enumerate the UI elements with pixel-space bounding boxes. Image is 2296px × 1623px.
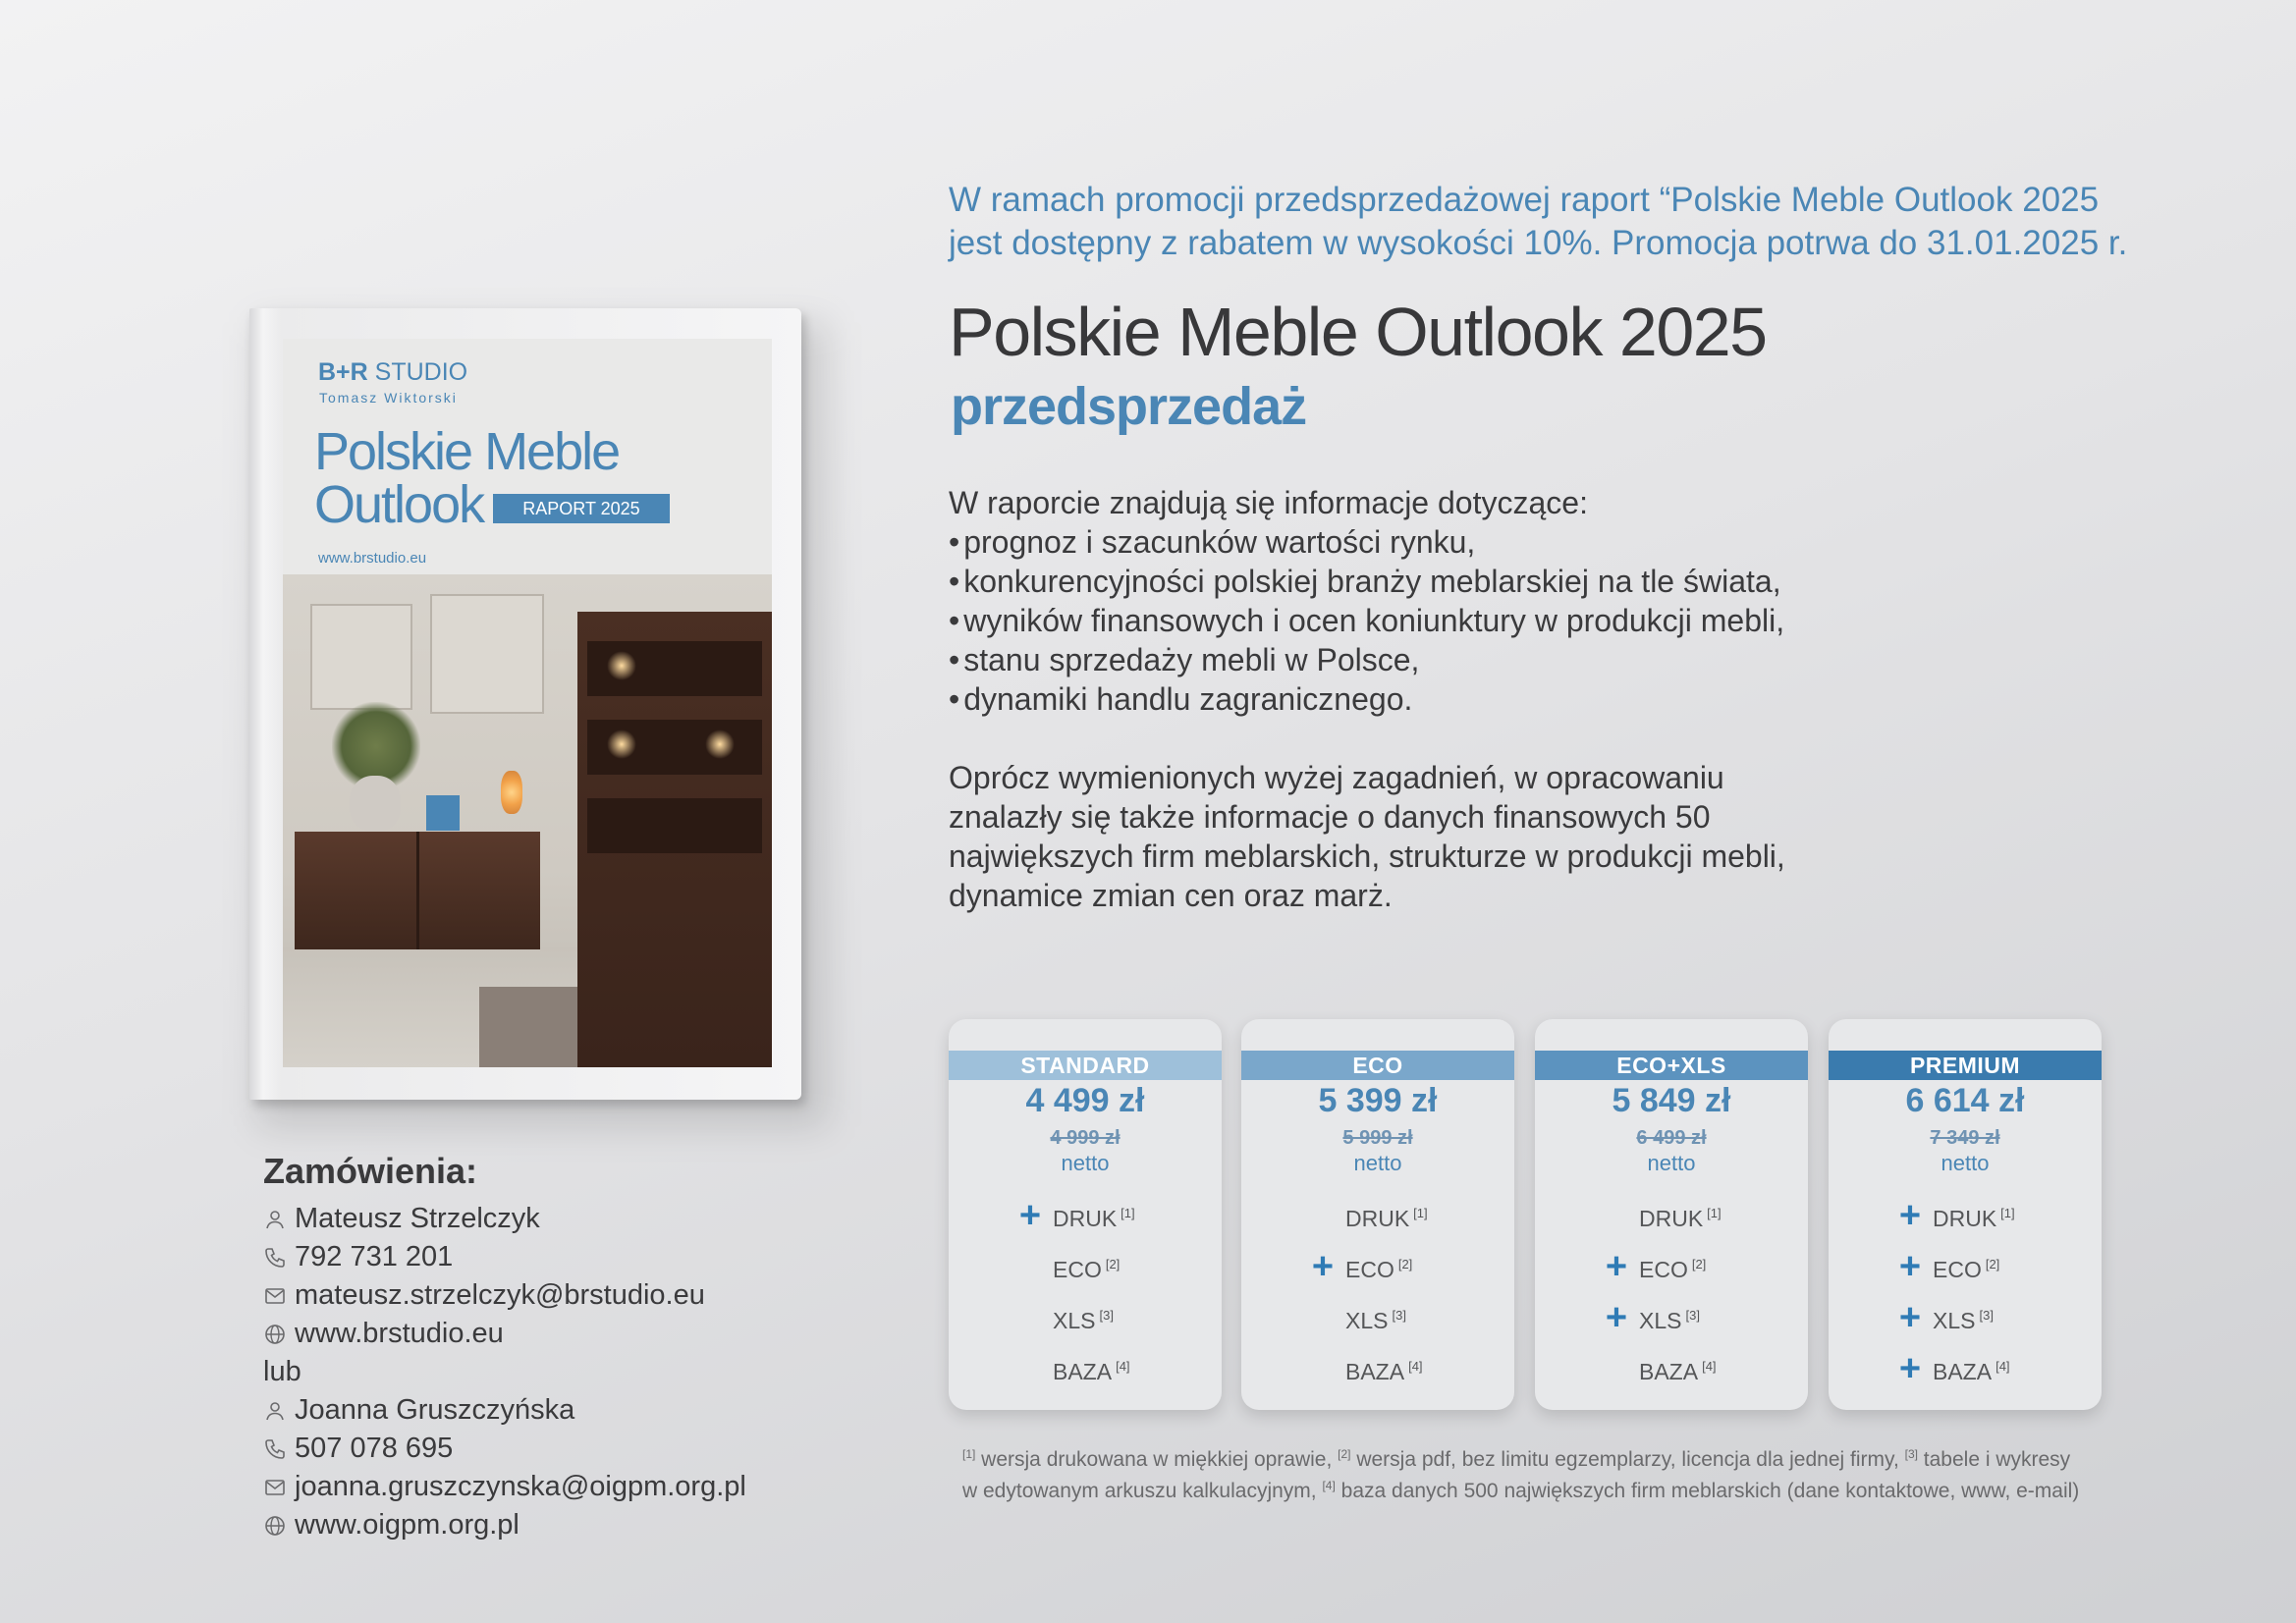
contact-website[interactable] (263, 1506, 813, 1544)
card-old-price: 4 999 zł (1050, 1127, 1121, 1149)
description-line: największych firm meblarskich, strukturze w produkcji mebli, (949, 839, 1785, 874)
cover-badge: RAPORT 2025 (493, 494, 670, 523)
cover-photo-interior (283, 574, 772, 1067)
card-name: ECO+XLS (1535, 1051, 1808, 1080)
feature-label: ECO (1345, 1257, 1394, 1282)
contact-email-text: mateusz.strzelczyk@brstudio.eu (295, 1279, 705, 1311)
feature-note: [4] (1995, 1359, 2010, 1375)
card-old-price: 6 499 zł (1636, 1127, 1707, 1149)
footnote-text: w edytowanym arkuszu kalkulacyjnym, (962, 1480, 1323, 1502)
plus-icon (1310, 1204, 1336, 1229)
card-netto: netto (1941, 1151, 1990, 1175)
feature-eco (1535, 1246, 1808, 1287)
footnote-text: tabele i wykresy (1917, 1448, 2071, 1471)
topics-list (949, 483, 1931, 719)
topic-item: • dynamiki handlu zagranicznego. (949, 679, 1931, 719)
footnote-text: baza danych 500 największych firm meblarskich (dane kontaktowe, www, e-mail) (1335, 1480, 2080, 1502)
plus-icon (1017, 1255, 1043, 1280)
person-icon (263, 1399, 287, 1423)
page-subtitle: przedsprzedaż (951, 377, 1307, 436)
footnote-marker: [2] (1338, 1447, 1351, 1461)
footnote-line-1 (962, 1441, 2121, 1473)
footnote-text: wersja pdf, bez limitu egzemplarzy, licencja dla jednej firmy, (1350, 1448, 1905, 1471)
contact-name-text: Mateusz Strzelczyk (295, 1203, 540, 1234)
topics-lead: W raporcie znajdują się informacje dotyczące: (949, 485, 1588, 520)
report-cover (283, 339, 772, 1067)
cabinet-light (705, 730, 735, 759)
contact-website-text: www.oigpm.org.pl (295, 1509, 519, 1541)
footnotes (962, 1441, 2121, 1504)
cover-brand-bold: B+R (318, 358, 368, 386)
feature-label: DRUK (1933, 1206, 1997, 1231)
phone-icon (263, 1437, 287, 1461)
description-line: znalazły się także informacje o danych finansowych 50 (949, 799, 1711, 835)
feature-xls (1829, 1297, 2102, 1338)
feature-label: BAZA (1933, 1359, 1993, 1384)
feature-baza (1535, 1353, 1808, 1388)
glass-cabinet (577, 612, 772, 1067)
topic-item: • wyników finansowych i ocen koniunktury w produkcji mebli, (949, 601, 1931, 640)
contact-website[interactable] (263, 1315, 813, 1353)
feature-note: [1] (1121, 1206, 1135, 1221)
card-netto: netto (1353, 1151, 1402, 1175)
footnote-marker: [3] (1904, 1447, 1918, 1461)
contact-name (263, 1200, 813, 1238)
orders-section (263, 1151, 813, 1544)
cover-title-line-1: Polskie Meble (314, 422, 620, 481)
feature-note: [1] (1707, 1206, 1722, 1221)
feature-label: BAZA (1053, 1359, 1113, 1384)
plus-icon (1017, 1306, 1043, 1331)
feature-label: ECO (1933, 1257, 1982, 1282)
feature-label: XLS (1639, 1308, 1682, 1333)
price-card-premium[interactable] (1829, 1019, 2102, 1410)
card-netto: netto (1647, 1151, 1696, 1175)
vase (350, 776, 401, 831)
feature-xls (949, 1302, 1222, 1337)
plus-icon: + (1605, 1297, 1628, 1338)
feature-note: [2] (1691, 1257, 1707, 1272)
plus-icon: + (1898, 1195, 1922, 1236)
phone-icon (263, 1246, 287, 1270)
contact-email[interactable] (263, 1468, 813, 1506)
cabinet-light (607, 651, 636, 680)
books (426, 795, 460, 831)
plus-icon: + (1898, 1297, 1922, 1338)
plus-icon: + (1605, 1246, 1628, 1287)
mail-icon (263, 1284, 287, 1308)
person-icon (263, 1208, 287, 1231)
mail-icon (263, 1476, 287, 1499)
orders-heading: Zamówienia: (263, 1151, 478, 1191)
topic-item: • prognoz i szacunków wartości rynku, (949, 522, 1931, 562)
feature-note: [1] (2000, 1206, 2015, 1221)
feature-druk (949, 1195, 1222, 1236)
card-price: 5 849 zł (1612, 1082, 1731, 1119)
cabinet-shelf (587, 798, 762, 853)
promo-text (949, 179, 2215, 265)
feature-note: [3] (1979, 1308, 1994, 1324)
contact-name-text: Joanna Gruszczyńska (295, 1394, 575, 1426)
description-line: Oprócz wymienionych wyżej zagadnień, w opracowaniu (949, 760, 1724, 795)
cabinet-light (607, 730, 636, 759)
cover-brand (318, 358, 467, 387)
plus-icon: + (1311, 1246, 1335, 1287)
footnote-text: wersja drukowana w miękkiej oprawie, (975, 1448, 1339, 1471)
cover-brand-rest: STUDIO (367, 358, 468, 386)
feature-label: BAZA (1345, 1359, 1405, 1384)
card-name: PREMIUM (1829, 1051, 2102, 1080)
contact-phone-text: 792 731 201 (295, 1241, 454, 1272)
or-separator: lub (263, 1356, 301, 1387)
price-card-eco-xls[interactable] (1535, 1019, 1808, 1410)
card-old-price: 5 999 zł (1342, 1127, 1413, 1149)
topic-item: • konkurencyjności polskiej branży meblarskiej na tle świata, (949, 562, 1931, 601)
wall-art (430, 594, 544, 714)
feature-note: [4] (1116, 1359, 1130, 1375)
feature-xls (1241, 1302, 1514, 1337)
wall-art (310, 604, 412, 710)
feature-note: [2] (1105, 1257, 1121, 1272)
feature-note: [4] (1702, 1359, 1717, 1375)
sideboard (295, 832, 540, 949)
card-name: ECO (1241, 1051, 1514, 1080)
feature-baza (949, 1353, 1222, 1388)
plus-icon: + (1898, 1246, 1922, 1287)
promo-line-2: jest dostępny z rabatem w wysokości 10%. Promocja potrwa do 31.01.2025 r. (949, 224, 2128, 262)
card-old-price: 7 349 zł (1930, 1127, 2000, 1149)
globe-icon (263, 1514, 287, 1538)
contact-phone[interactable] (263, 1430, 813, 1468)
feature-note: [3] (1685, 1308, 1700, 1324)
card-price: 4 499 zł (1025, 1082, 1145, 1119)
plus-icon: + (1018, 1195, 1042, 1236)
feature-label: DRUK (1639, 1206, 1704, 1231)
contact-email-text: joanna.gruszczynska@oigpm.org.pl (295, 1471, 746, 1502)
footnote-marker: [1] (962, 1447, 976, 1461)
feature-druk (1535, 1200, 1808, 1235)
feature-baza (1829, 1348, 2102, 1389)
feature-note: [1] (1413, 1206, 1428, 1221)
cover-title-line-2: Outlook (314, 475, 484, 534)
lamp (501, 771, 522, 814)
globe-icon (263, 1323, 287, 1346)
feature-label: XLS (1933, 1308, 1976, 1333)
price-card-eco[interactable] (1241, 1019, 1514, 1410)
price-card-standard[interactable] (949, 1019, 1222, 1410)
feature-eco (949, 1251, 1222, 1286)
feature-label: BAZA (1639, 1359, 1699, 1384)
card-name: STANDARD (949, 1051, 1222, 1080)
footnote-marker: [4] (1322, 1479, 1336, 1492)
page-title: Polskie Meble Outlook 2025 (949, 294, 1767, 370)
feature-label: XLS (1053, 1308, 1096, 1333)
feature-eco (1829, 1246, 2102, 1287)
feature-label: DRUK (1345, 1206, 1410, 1231)
plus-icon: + (1898, 1348, 1922, 1389)
feature-note: [2] (1985, 1257, 2000, 1272)
card-price: 5 399 zł (1318, 1082, 1438, 1119)
feature-xls (1535, 1297, 1808, 1338)
card-netto: netto (1061, 1151, 1110, 1175)
contact-name (263, 1391, 813, 1430)
feature-label: ECO (1639, 1257, 1688, 1282)
feature-druk (1829, 1195, 2102, 1236)
contact-website-text: www.brstudio.eu (295, 1318, 504, 1349)
description-paragraph (949, 758, 1931, 915)
cover-brand-sub: Tomasz Wiktorski (319, 390, 458, 406)
promo-line-1: W ramach promocji przedsprzedażowej raport “Polskie Meble Outlook 2025 (949, 181, 2100, 219)
plus-icon (1310, 1306, 1336, 1331)
feature-note: [3] (1392, 1308, 1406, 1324)
feature-note: [2] (1397, 1257, 1413, 1272)
feature-label: DRUK (1053, 1206, 1118, 1231)
feature-druk (1241, 1200, 1514, 1235)
plus-icon (1017, 1357, 1043, 1382)
plus-icon (1604, 1204, 1629, 1229)
feature-eco (1241, 1246, 1514, 1287)
description-line: dynamice zmian cen oraz marż. (949, 878, 1393, 913)
sideboard-divider (416, 832, 419, 949)
contact-phone[interactable] (263, 1238, 813, 1276)
contact-phone-text: 507 078 695 (295, 1433, 454, 1464)
feature-label: XLS (1345, 1308, 1389, 1333)
contact-email[interactable] (263, 1276, 813, 1315)
topic-item: • stanu sprzedaży mebli w Polsce, (949, 640, 1931, 679)
plus-icon (1310, 1357, 1336, 1382)
feature-note: [4] (1408, 1359, 1423, 1375)
card-price: 6 614 zł (1905, 1082, 2025, 1119)
footnote-line-2 (962, 1473, 2121, 1504)
feature-baza (1241, 1353, 1514, 1388)
feature-note: [3] (1099, 1308, 1114, 1324)
plus-icon (1604, 1357, 1629, 1382)
feature-label: ECO (1053, 1257, 1102, 1282)
cover-url: www.brstudio.eu (318, 550, 427, 567)
